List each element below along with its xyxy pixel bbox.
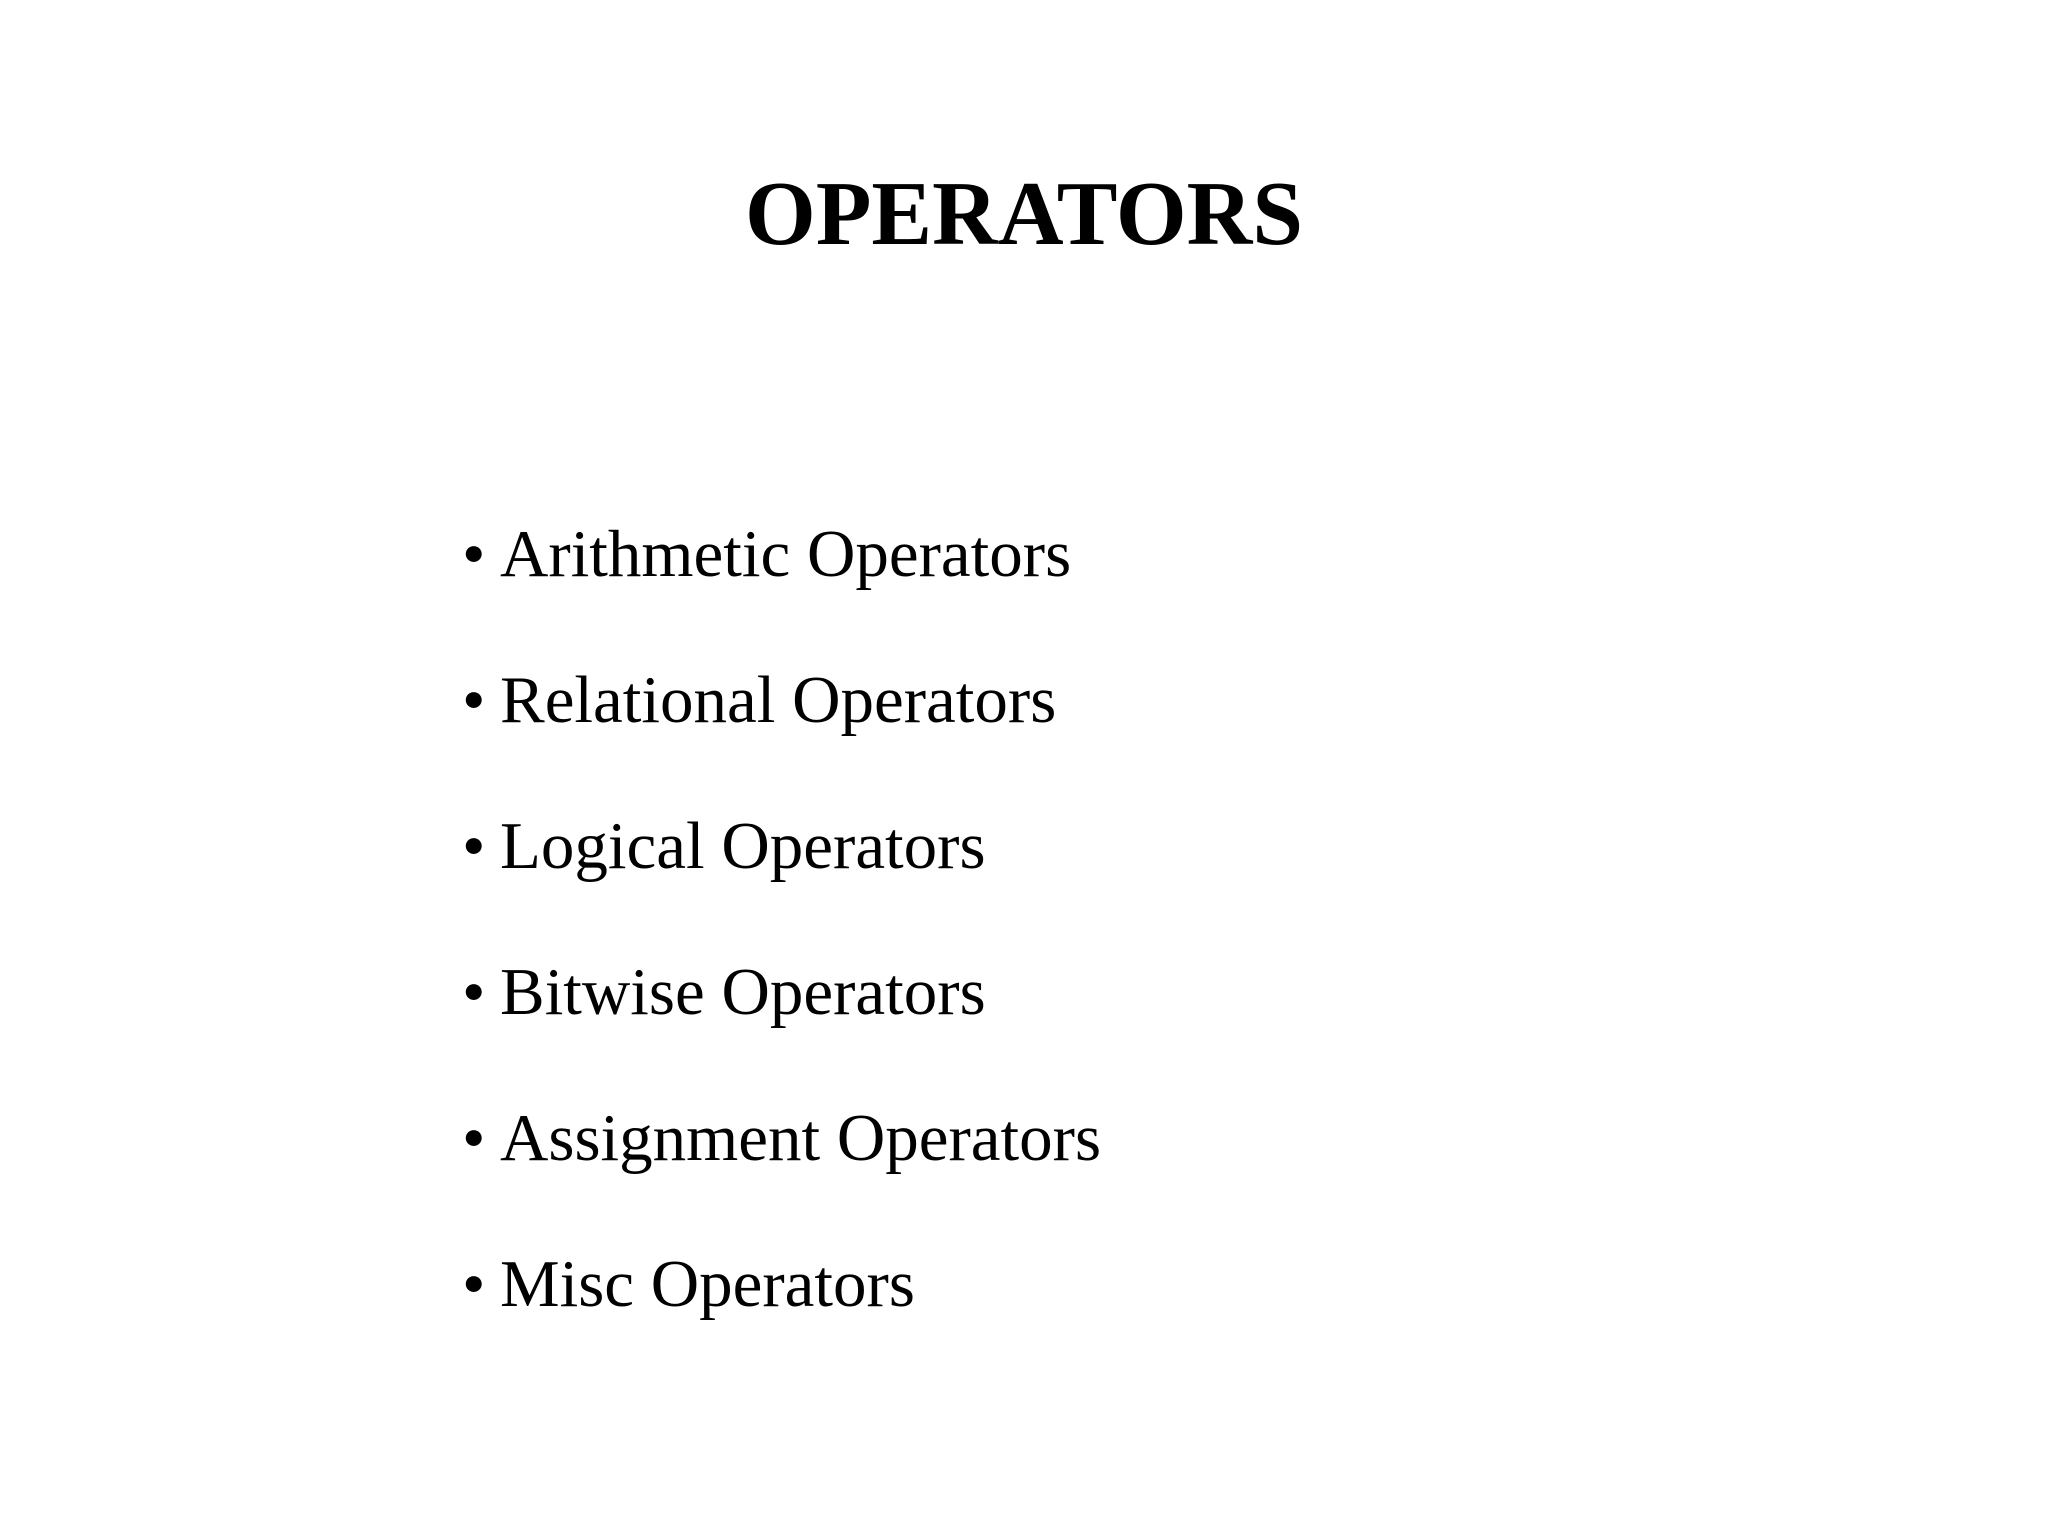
list-item-logical bbox=[462, 804, 1101, 950]
list-item-label: Misc Operators bbox=[500, 1247, 915, 1321]
list-item-relational bbox=[462, 658, 1101, 804]
list-item-label: Relational Operators bbox=[500, 663, 1057, 737]
slide-title: OPERATORS bbox=[745, 163, 1303, 264]
list-item-bitwise bbox=[462, 950, 1101, 1096]
list-item-label: Assignment Operators bbox=[500, 1101, 1102, 1175]
list-item-misc bbox=[462, 1242, 1101, 1388]
bullet-icon: • bbox=[462, 955, 486, 1029]
list-item-label: Bitwise Operators bbox=[500, 955, 986, 1029]
bullet-icon: • bbox=[462, 1247, 486, 1321]
bullet-icon: • bbox=[462, 1101, 486, 1175]
list-item-arithmetic bbox=[462, 512, 1101, 658]
bullet-icon: • bbox=[462, 809, 486, 883]
list-item-label: Arithmetic Operators bbox=[500, 517, 1072, 591]
bullet-icon: • bbox=[462, 663, 486, 737]
list-item-assignment bbox=[462, 1096, 1101, 1242]
bullet-icon: • bbox=[462, 517, 486, 591]
list-item-label: Logical Operators bbox=[500, 809, 986, 883]
bullet-list bbox=[462, 512, 1101, 1388]
